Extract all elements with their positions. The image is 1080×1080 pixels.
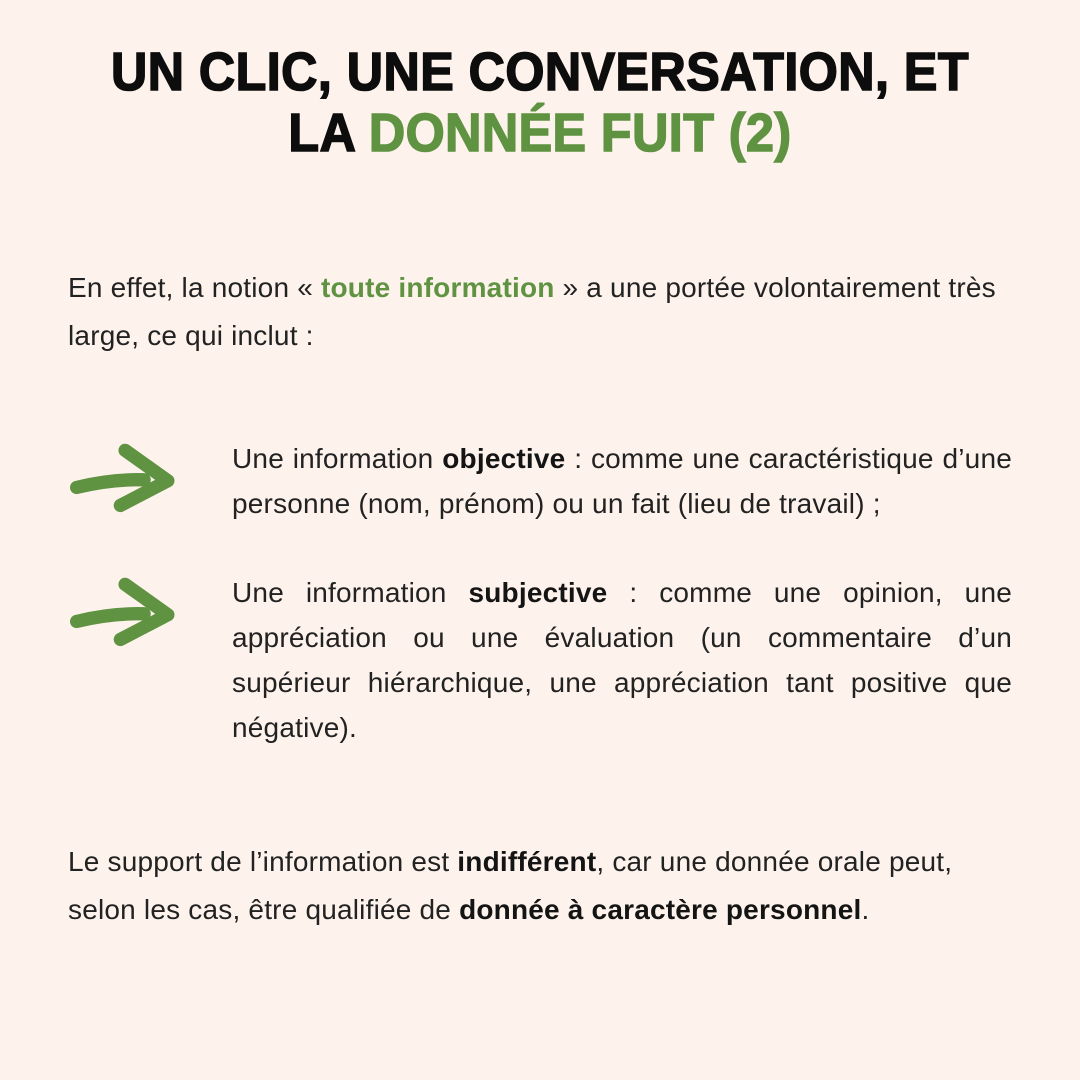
arrow-right-icon [68,436,232,514]
title-line-2-highlight: DONNÉE FUIT (2) [368,103,792,163]
footer-paragraph [68,838,1012,934]
footer-pre: Le support de l’information est [68,846,458,877]
footer-bold-indifferent: indifférent [457,846,597,877]
page-title [0,42,1080,164]
title-line-1: UN CLIC, UNE CONVERSATION, ET [111,42,969,102]
bullet-text [232,570,1012,750]
bullet-1-pre: Une information [232,577,469,608]
title-line-2-black: LA [288,103,369,163]
bullet-1-bold: subjective [468,577,608,608]
intro-text-pre: En effet, la notion « [68,272,321,303]
bullet-text [232,436,1012,526]
bullet-item-subjective [68,570,1012,750]
footer-end: . [861,894,870,925]
bullet-0-bold: objective [442,443,566,474]
intro-text-post: » a une portée volontairement très large, ce qui inclut : [68,272,996,351]
bullet-list [68,436,1012,750]
intro-paragraph [68,264,1012,360]
arrow-right-icon [68,570,232,648]
bullet-item-objective [68,436,1012,526]
intro-highlight: toute information [320,272,555,303]
bullet-0-post: : comme une caractéristique d’une personne (nom, prénom) ou un fait (lieu de travail) ; [232,443,1012,519]
bullet-1-post: : comme une opinion, une appréciation ou une évaluation (un commentaire d’un supérieur hiérarchique, une appréciation tant positive que négative). [232,577,1012,743]
title-line-2 [38,103,1042,164]
bullet-0-pre: Une information [232,443,443,474]
footer-bold-donnee-personnelle: donnée à caractère personnel [459,894,862,925]
footer-mid: , car une donnée orale peut, selon les cas, être qualifiée de [68,846,953,925]
